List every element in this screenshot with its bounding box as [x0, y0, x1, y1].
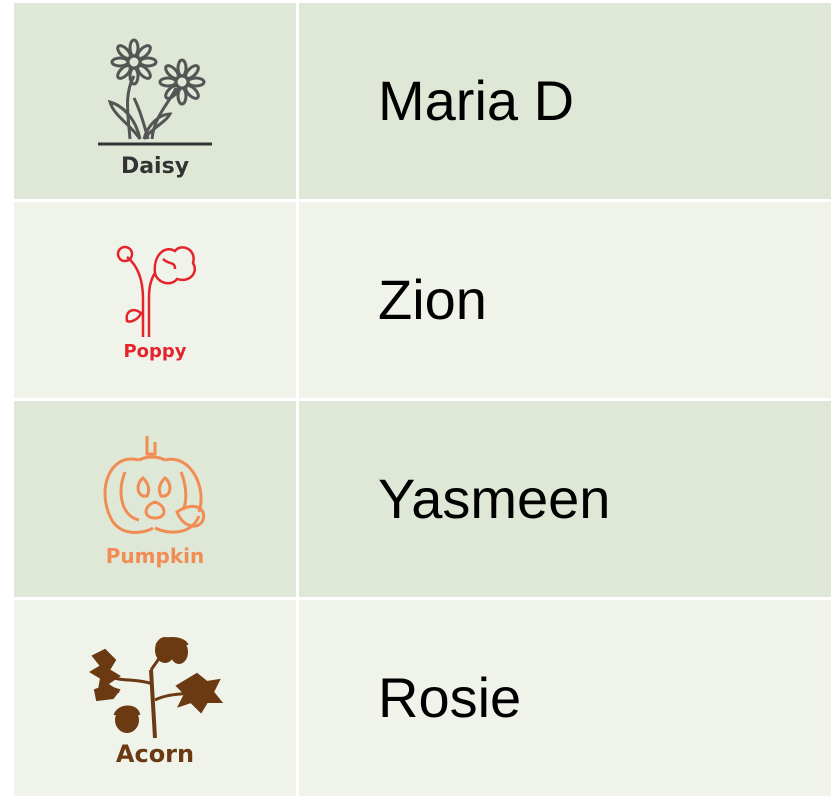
daisy-icon: [90, 24, 220, 154]
group-name-cell: [299, 3, 834, 202]
icon-caption: Pumpkin: [105, 544, 205, 568]
member-name: Zion: [378, 268, 487, 331]
group-icon-cell: [14, 401, 299, 600]
icon-caption: Daisy: [120, 154, 190, 179]
poppy-icon: [105, 239, 205, 339]
acorn-icon: [85, 630, 225, 740]
pumpkin-icon: [95, 432, 215, 542]
group-name-cell: [299, 202, 834, 401]
icon-caption: Poppy: [123, 341, 187, 362]
group-icon-cell: [14, 3, 299, 202]
icon-caption: Acorn: [115, 740, 195, 768]
group-icon-cell: [14, 600, 299, 799]
group-icon-cell: [14, 202, 299, 401]
group-table: [14, 3, 834, 799]
group-name-cell: [299, 401, 834, 600]
group-name-cell: [299, 600, 834, 799]
member-name: Yasmeen: [378, 467, 611, 530]
member-name: Maria D: [378, 69, 575, 132]
member-name: Rosie: [378, 666, 522, 729]
